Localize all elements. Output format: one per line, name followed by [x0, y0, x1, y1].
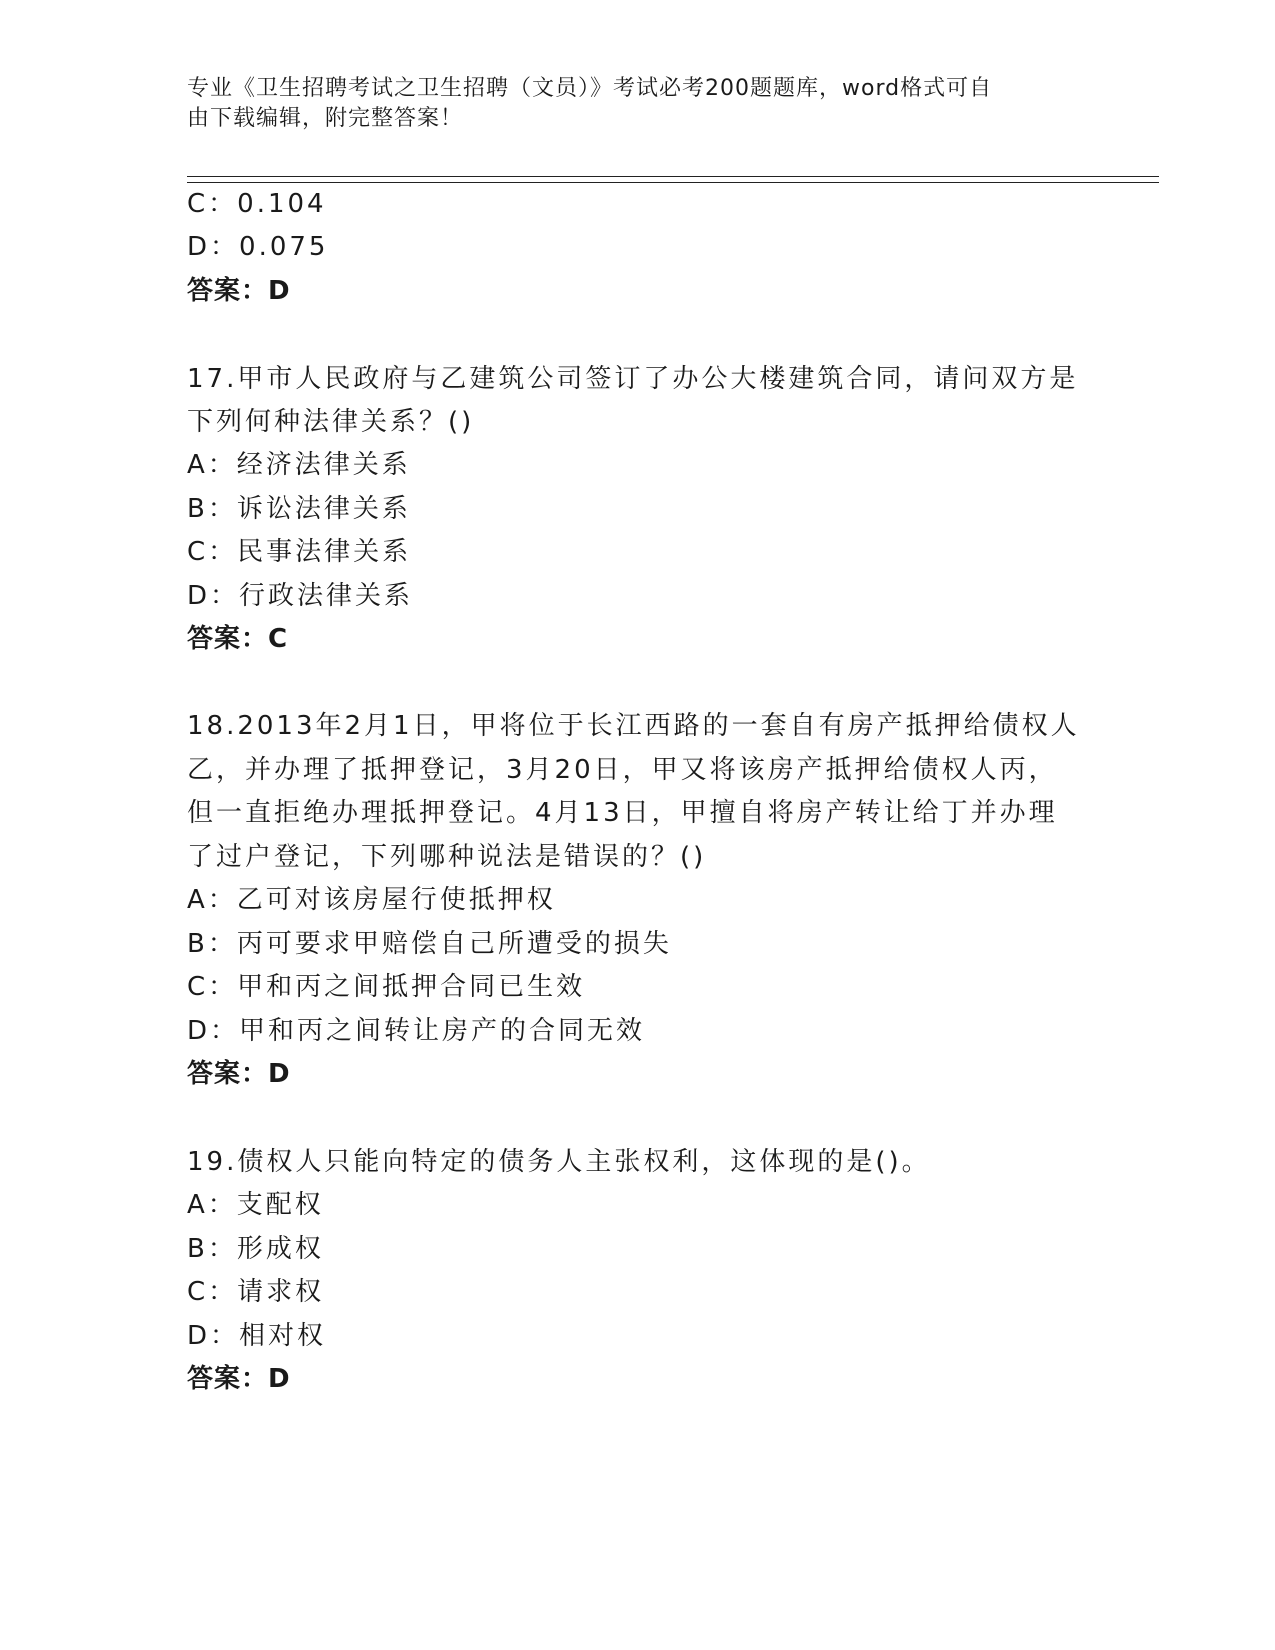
option-d: D：相对权 — [187, 1321, 327, 1351]
question-stem-line: 17.甲市人民政府与乙建筑公司签订了办公大楼建筑合同，请问双方是 — [187, 364, 1079, 394]
document-header — [187, 74, 1087, 134]
question-stem-line: 了过户登记，下列哪种说法是错误的？() — [187, 842, 707, 872]
option-a: A：经济法律关系 — [187, 450, 411, 480]
option-d: D：甲和丙之间转让房产的合同无效 — [187, 1016, 646, 1046]
header-line-1: 专业《卫生招聘考试之卫生招聘（文员）》考试必考200题题库，word格式可自 — [187, 76, 993, 101]
option-b: B：形成权 — [187, 1234, 324, 1264]
question-stem-line: 19.债权人只能向特定的债务人主张权利，这体现的是()。 — [187, 1147, 931, 1177]
answer-line: 答案：D — [187, 1059, 291, 1089]
option-c: C：甲和丙之间抵押合同已生效 — [187, 972, 586, 1002]
option-b: B：丙可要求甲赔偿自己所遭受的损失 — [187, 929, 672, 959]
question-stem-line: 18.2013年2月1日，甲将位于长江西路的一套自有房产抵押给债权人 — [187, 711, 1080, 741]
option-c: C：请求权 — [187, 1277, 325, 1307]
option-d: D：行政法律关系 — [187, 581, 414, 611]
option-c: C：0.104 — [187, 189, 327, 219]
header-divider-top — [187, 176, 1159, 177]
option-b: B：诉讼法律关系 — [187, 494, 411, 524]
option-a: A：乙可对该房屋行使抵押权 — [187, 885, 556, 915]
answer-line: 答案：D — [187, 276, 291, 306]
answer-line: 答案：C — [187, 624, 289, 654]
question-stem-line: 但一直拒绝办理抵押登记。4月13日，甲擅自将房产转让给丁并办理 — [187, 798, 1058, 828]
question-stem-line: 下列何种法律关系？() — [187, 407, 475, 437]
option-a: A：支配权 — [187, 1190, 324, 1220]
answer-line: 答案：D — [187, 1364, 291, 1394]
option-d: D：0.075 — [187, 232, 329, 262]
option-c: C：民事法律关系 — [187, 537, 412, 567]
header-divider-bottom — [187, 182, 1159, 183]
header-line-2: 由下载编辑，附完整答案！ — [187, 106, 464, 131]
question-stem-line: 乙，并办理了抵押登记，3月20日，甲又将该房产抵押给债权人丙， — [187, 755, 1058, 785]
